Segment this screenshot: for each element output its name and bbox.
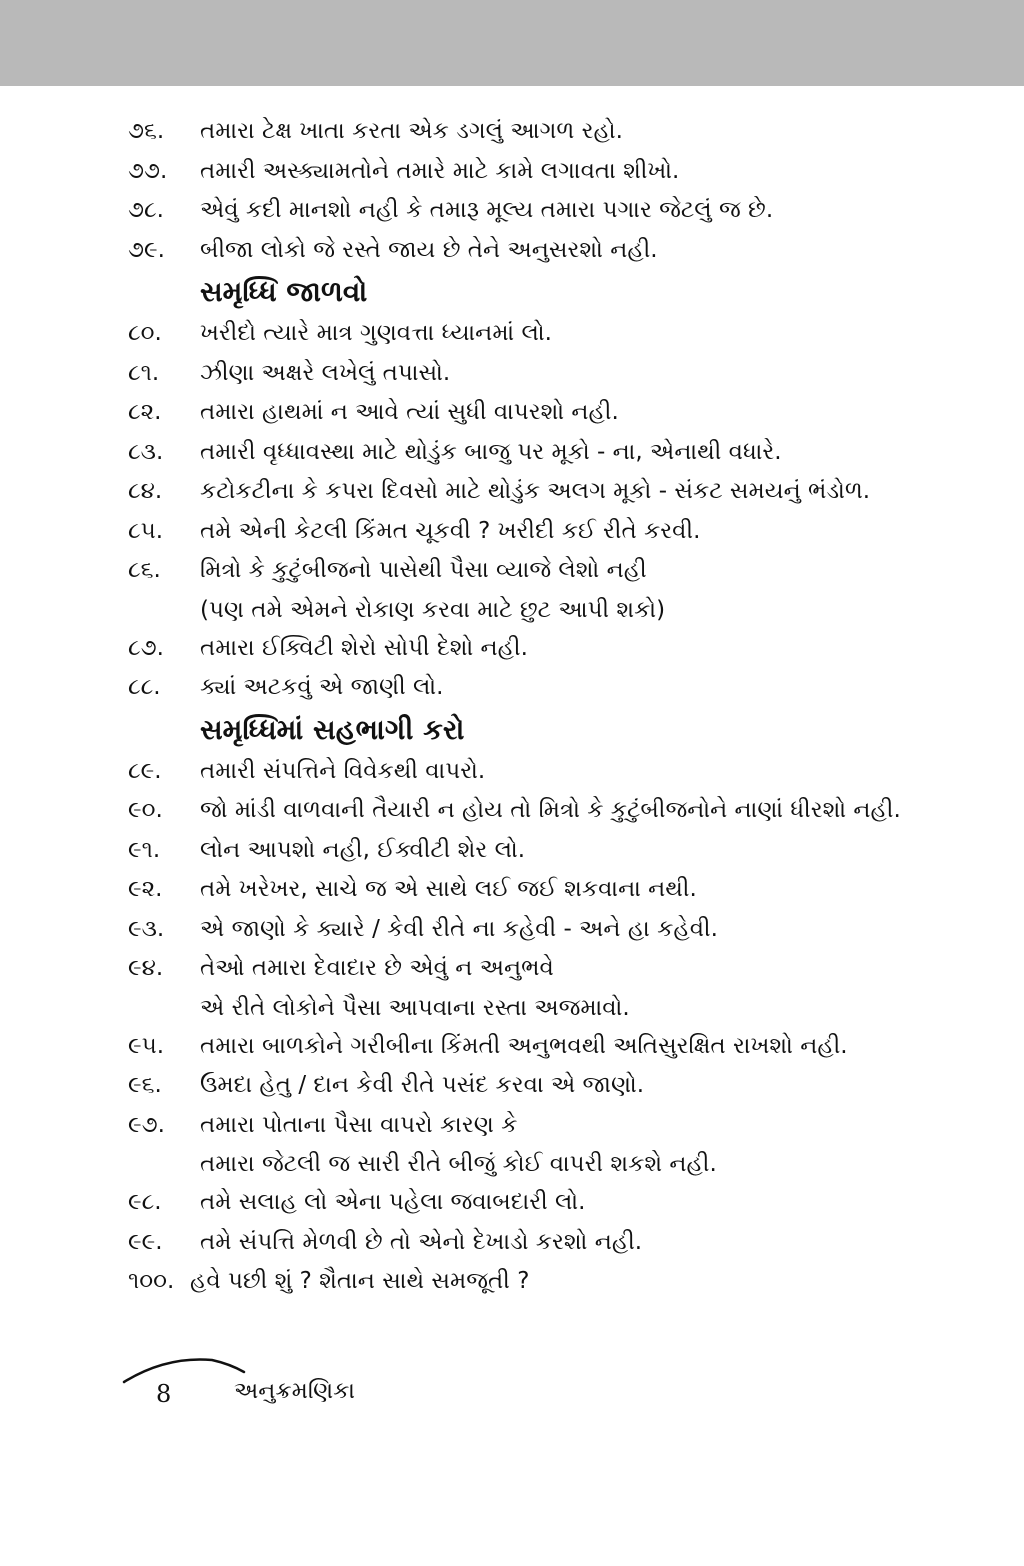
list-item (128, 870, 988, 910)
section-heading: સમૃધ્ધિ જાળવો (200, 275, 368, 308)
item-text: બીજા લોકો જે રસ્તે જાય છે તેને અનુસરશો નહી. (200, 236, 658, 263)
list-item-continuation (128, 989, 988, 1027)
item-number: ૭૬. (128, 118, 165, 144)
list-item (128, 791, 988, 831)
page-footer (118, 1356, 478, 1416)
item-text: તમારી વૃધ્ધાવસ્થા માટે થોડુંક બાજુ પર મૂકો - ના, એનાથી વધારે. (200, 438, 782, 465)
item-text-continued: તમારા જેટલી જ સારી રીતે બીજું કોઈ વાપરી શકશે નહી. (200, 1151, 717, 1177)
item-text: હવે પછી શું ? શૈતાન સાથે સમજૂતી ? (190, 1268, 530, 1294)
item-text: તમારી અસ્ક્યામતોને તમારે માટે કામે લગાવતા શીખો. (200, 157, 680, 184)
list-item (128, 1027, 988, 1067)
list-item (128, 1262, 988, 1302)
list-item (128, 512, 988, 552)
list-item (128, 551, 988, 591)
item-text: એવું કદી માનશો નહી કે તમારૂ મૂલ્ય તમારા પગાર જેટલું જ છે. (200, 197, 774, 223)
list-item (128, 1223, 988, 1263)
item-number: ૮૬. (128, 557, 161, 583)
list-item (128, 393, 988, 433)
item-number: ૯૦. (128, 797, 163, 823)
item-number: ૯૭. (128, 1111, 165, 1138)
item-text: જો માંડી વાળવાની તૈયારી ન હોય તો મિત્રો કે કુટુંબીજનોને નાણાં ધીરશો નહી. (200, 797, 901, 823)
list-item (128, 1183, 988, 1223)
item-text: એ જાણો કે ક્યારે / કેવી રીતે ના કહેવી - અને હા કહેવી. (200, 915, 718, 942)
item-number: ૯૯. (128, 1228, 163, 1255)
list-item (128, 752, 988, 792)
item-number: ૮૦. (128, 320, 162, 346)
item-number: ૮૫. (128, 517, 164, 544)
list-item (128, 433, 988, 473)
item-text: તમારા બાળકોને ગરીબીના કિંમતી અનુભવથી અતિસુરક્ષિત રાખશો નહી. (200, 1032, 848, 1059)
item-number: ૧૦૦. (128, 1268, 175, 1294)
item-text: તમારા ઈક્વિટી શેરો સોપી દેશો નહી. (200, 634, 528, 661)
item-number: ૯૬. (128, 1072, 162, 1098)
item-text: કટોકટીના કે કપરા દિવસો માટે થોડુંક અલગ મૂકો - સંકટ સમયનું ભંડોળ. (200, 478, 871, 504)
item-number: ૯૨. (128, 876, 163, 902)
list-item (128, 112, 988, 152)
item-text-continued: (પણ તમે એમને રોકાણ કરવા માટે છુટ આપી શકો) (200, 596, 666, 623)
item-text: તમારી સંપત્તિને વિવેકથી વાપરો. (200, 757, 486, 784)
item-number: ૭૮. (128, 197, 164, 223)
contents-list (128, 112, 988, 1302)
item-number: ૯૮. (128, 1189, 162, 1215)
item-number: ૮૪. (128, 478, 163, 504)
list-item (128, 152, 988, 192)
item-number: ૮૧. (128, 359, 160, 386)
item-number: ૮૯. (128, 757, 162, 784)
item-text: તમારા પોતાના પૈસા વાપરો કારણ કે (200, 1111, 518, 1138)
item-number: ૮૨. (128, 399, 162, 425)
list-item (128, 910, 988, 950)
item-text: તમે સલાહ લો એના પહેલા જવાબદારી લો. (200, 1189, 586, 1215)
item-number: ૯૫. (128, 1032, 165, 1059)
item-number: ૯૪. (128, 955, 164, 981)
item-text: તમે સંપત્તિ મેળવી છે તો એનો દેખાડો કરશો નહી. (200, 1228, 643, 1255)
list-item (128, 668, 988, 708)
list-item (128, 472, 988, 512)
item-number: ૮૩. (128, 438, 164, 465)
item-text: તમે ખરેખર, સાચે જ એ સાથે લઈ જઈ શકવાના નથી. (200, 876, 697, 902)
list-item (128, 354, 988, 394)
list-item-continuation (128, 1145, 988, 1183)
item-text-continued: એ રીતે લોકોને પૈસા આપવાના રસ્તા અજમાવો. (200, 994, 630, 1021)
item-text: ઝીણા અક્ષરે લખેલું તપાસો. (200, 359, 451, 386)
item-text: ખરીદો ત્યારે માત્ર ગુણવત્તા ધ્યાનમાં લો. (200, 320, 552, 346)
list-item (128, 1066, 988, 1106)
section-heading: સમૃધ્ધિમાં સહભાગી કરો (200, 712, 465, 746)
top-gray-band (0, 0, 1024, 86)
list-item (128, 314, 988, 354)
page-number: 8 (156, 1380, 172, 1408)
item-text: તમે એની કેટલી કિંમત ચૂકવી ? ખરીદી કઈ રીતે કરવી. (200, 517, 701, 544)
list-item (128, 831, 988, 871)
list-item-continuation (128, 591, 988, 629)
item-text: તેઓ તમારા દેવાદાર છે એવું ન અનુભવે (200, 955, 554, 981)
footer-title: અનુક્રમણિકા (234, 1378, 356, 1404)
item-text: ઉમદા હેતુ / દાન કેવી રીતે પસંદ કરવા એ જાણો. (200, 1072, 645, 1098)
item-number: ૮૮. (128, 674, 161, 700)
item-text: લોન આપશો નહી, ઈક્વીટી શેર લો. (200, 836, 526, 863)
item-text: ક્યાં અટકવું એ જાણી લો. (200, 674, 444, 700)
item-text: મિત્રો કે કુટુંબીજનો પાસેથી પૈસા વ્યાજે લેશો નહી (200, 557, 647, 583)
item-text: તમારા હાથમાં ન આવે ત્યાં સુધી વાપરશો નહી. (200, 399, 619, 425)
list-item (128, 629, 988, 669)
item-number: ૯૧. (128, 836, 161, 863)
list-item (128, 949, 988, 989)
item-number: ૭૭. (128, 157, 168, 184)
list-item (128, 191, 988, 231)
item-text: તમારા ટેક્ષ ખાતા કરતા એક ડગલું આગળ રહો. (200, 118, 623, 144)
item-number: ૮૭. (128, 634, 164, 661)
item-number: ૯૩. (128, 915, 165, 942)
item-number: ૭૯. (128, 236, 165, 263)
list-item (128, 1106, 988, 1146)
list-item (128, 231, 988, 271)
